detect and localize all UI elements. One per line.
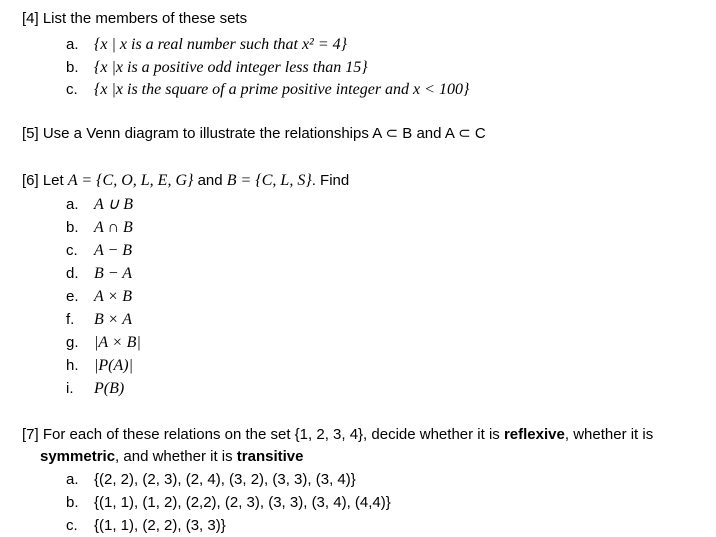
q7-line-1 [22,425,653,445]
q4-item-c-label: c. [66,81,78,98]
q6-item-f-text: B × A [94,311,133,328]
q6-item-g-text: |A × B| [94,334,141,351]
q7-reflexive: reflexive [503,426,565,443]
q6-item-g [66,333,141,353]
q6-find: . Find [311,172,350,189]
q6-item-i [66,379,124,399]
q4-item-b-label: b. [66,59,79,76]
q6-item-f [66,310,132,330]
q7-item-b [66,493,391,513]
q7-item-b-text: {(1, 1), (1, 2), (2,2), (2, 3), (3, 3), (3, 4), (4,4)} [94,494,391,511]
q6-item-a-text: A ∪ B [94,196,133,213]
q4-item-c [66,80,469,100]
q6-header [22,171,349,191]
q6-item-e [66,287,132,307]
q7-item-a [66,470,356,490]
q6-item-d-text: B − A [94,265,133,282]
q6-item-b-label: b. [66,219,79,236]
q7-item-c-text: {(1, 1), (2, 2), (3, 3)} [94,517,226,534]
q6-item-c-label: c. [66,242,78,259]
q7-item-b-label: b. [66,494,79,511]
q6-set-a: A = {C, O, L, E, G} [67,172,194,189]
q6-item-a-label: a. [66,196,79,213]
q7-item-c [66,516,226,536]
q4-item-b-text: {x |x is a positive odd integer less than 15} [94,59,368,76]
q6-item-i-text: P(B) [94,380,125,397]
q6-item-c-text: A − B [94,242,133,259]
q6-header-pre: [6] Let [22,172,64,189]
q6-item-d-label: d. [66,265,79,282]
q7-line1-post: , whether it is [564,426,654,443]
q7-transitive: transitive [236,448,304,465]
q6-item-h [66,356,133,376]
q6-item-h-label: h. [66,357,79,374]
q6-item-f-label: f. [66,311,75,328]
q4-item-a-label: a. [66,36,79,53]
q7-line1-pre: [7] For each of these relations on the set {1, 2, 3, 4}, decide whether it is [22,426,500,443]
q7-item-a-text: {(2, 2), (2, 3), (2, 4), (3, 2), (3, 3), (3, 4)} [94,471,356,488]
q6-item-c [66,241,132,261]
q6-item-a [66,195,133,215]
q4-item-a-text: {x | x is a real number such that x² = 4} [94,36,348,53]
q7-item-c-label: c. [66,517,78,534]
q6-item-b-text: A ∩ B [94,219,133,236]
q6-item-e-text: A × B [94,288,133,305]
q7-line-2 [40,447,303,467]
q4-header: [4] List the members of these sets [22,10,248,27]
q6-set-b: B = {C, L, S} [226,172,312,189]
q6-item-g-label: g. [66,334,79,351]
q7-line2-mid: , and whether it is [115,448,233,465]
q5-header: [5] Use a Venn diagram to illustrate the relationships A ⊂ B and A ⊂ C [22,125,486,142]
q6-item-b [66,218,133,238]
q6-and: and [197,172,223,189]
q6-item-e-label: e. [66,288,79,305]
q6-item-i-label: i. [66,380,74,397]
q4-item-b [66,58,368,78]
q6-item-h-text: |P(A)| [94,357,133,374]
q7-symmetric: symmetric [40,448,116,465]
q4-item-a [66,35,347,55]
q4-item-c-text: {x |x is the square of a prime positive integer and x < 100} [94,81,470,98]
q7-item-a-label: a. [66,471,79,488]
q6-item-d [66,264,132,284]
